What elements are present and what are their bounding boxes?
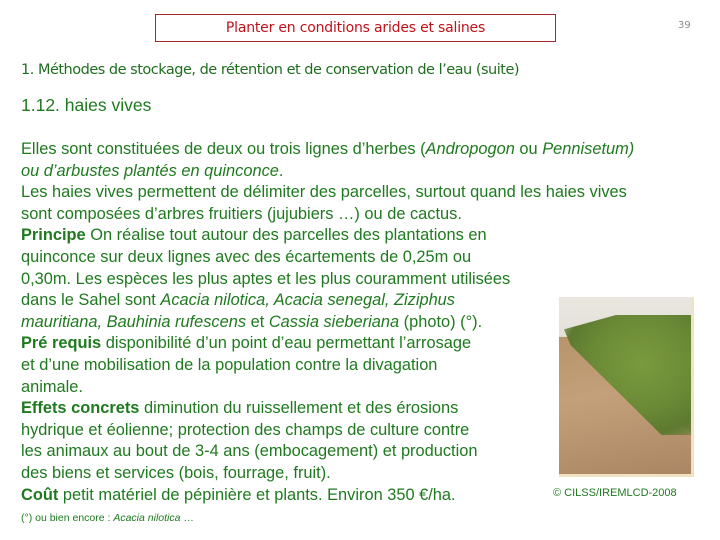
principe-label: Principe bbox=[21, 226, 86, 245]
effets-line-4: des biens et services (bois, fourrage, fruit). bbox=[21, 463, 331, 482]
prerequis-label: Pré requis bbox=[21, 334, 102, 353]
slide-title-box bbox=[155, 14, 556, 42]
section-heading: 1. Méthodes de stockage, de rétention et de conservation de l’eau (suite) bbox=[21, 62, 520, 78]
slide-title: Planter en conditions arides et salines bbox=[225, 20, 486, 36]
species-name: Acacia nilotica, Acacia senegal, Ziziphus bbox=[160, 291, 455, 310]
principe-line-3: 0,30m. Les espèces les plus aptes et les plus couramment utilisées bbox=[21, 269, 511, 288]
para2-line-1: Les haies vives permettent de délimiter des parcelles, surtout quand les haies vives bbox=[21, 183, 627, 202]
text: . bbox=[278, 161, 284, 180]
text: Elles sont constituées de deux ou trois lignes d’herbes ( bbox=[21, 140, 426, 158]
text: et bbox=[246, 312, 269, 331]
para2-line-2: sont composées d’arbres fruitiers (jujubiers …) ou de cactus. bbox=[21, 204, 462, 223]
footnote bbox=[21, 512, 194, 524]
principe-line-2: quinconce sur deux lignes avec des écartements de 0,25m ou bbox=[21, 247, 472, 266]
effets-line-2: hydrique et éolienne; protection des champs de culture contre bbox=[21, 420, 470, 439]
text: ou d’arbustes plantés en quinconce bbox=[21, 161, 279, 180]
text: (photo) (°). bbox=[399, 312, 483, 331]
text: ou bbox=[514, 140, 543, 158]
text: (°) ou bien encore : bbox=[21, 512, 114, 524]
prerequis-line-3: animale. bbox=[21, 377, 83, 396]
text: disponibilité d’un point d’eau permettant l’arrosage bbox=[101, 334, 472, 353]
species-name: Andropogon bbox=[425, 140, 515, 158]
hedge-photo bbox=[559, 297, 694, 477]
species-name: Cassia sieberiana bbox=[268, 312, 400, 331]
species-name: mauritiana, Bauhinia rufescens bbox=[21, 312, 247, 331]
photo-credit: © CILSS/IREMLCD-2008 bbox=[553, 487, 677, 499]
text: diminution du ruissellement et des érosions bbox=[139, 399, 459, 418]
species-name: Acacia nilotica bbox=[113, 512, 181, 524]
text: … bbox=[180, 512, 194, 524]
principe-line-1 bbox=[21, 225, 720, 247]
effets-label: Effets concrets bbox=[21, 399, 140, 418]
intro-line-1 bbox=[21, 139, 720, 161]
text: petit matériel de pépinière et plants. Environ 350 €/ha. bbox=[58, 485, 456, 504]
text: dans le Sahel sont bbox=[21, 291, 161, 310]
prerequis-line-2: et d’une mobilisation de la population contre la divagation bbox=[21, 355, 438, 374]
sub-heading: 1.12. haies vives bbox=[21, 95, 152, 115]
effets-line-3: les animaux au bout de 3-4 ans (embocagement) et production bbox=[21, 442, 478, 461]
species-name: Pennisetum) bbox=[542, 140, 635, 158]
intro-line-2 bbox=[21, 161, 720, 183]
page-number: 39 bbox=[678, 20, 691, 31]
cout-label: Coût bbox=[21, 485, 59, 504]
text: On réalise tout autour des parcelles des plantations en bbox=[85, 226, 487, 245]
